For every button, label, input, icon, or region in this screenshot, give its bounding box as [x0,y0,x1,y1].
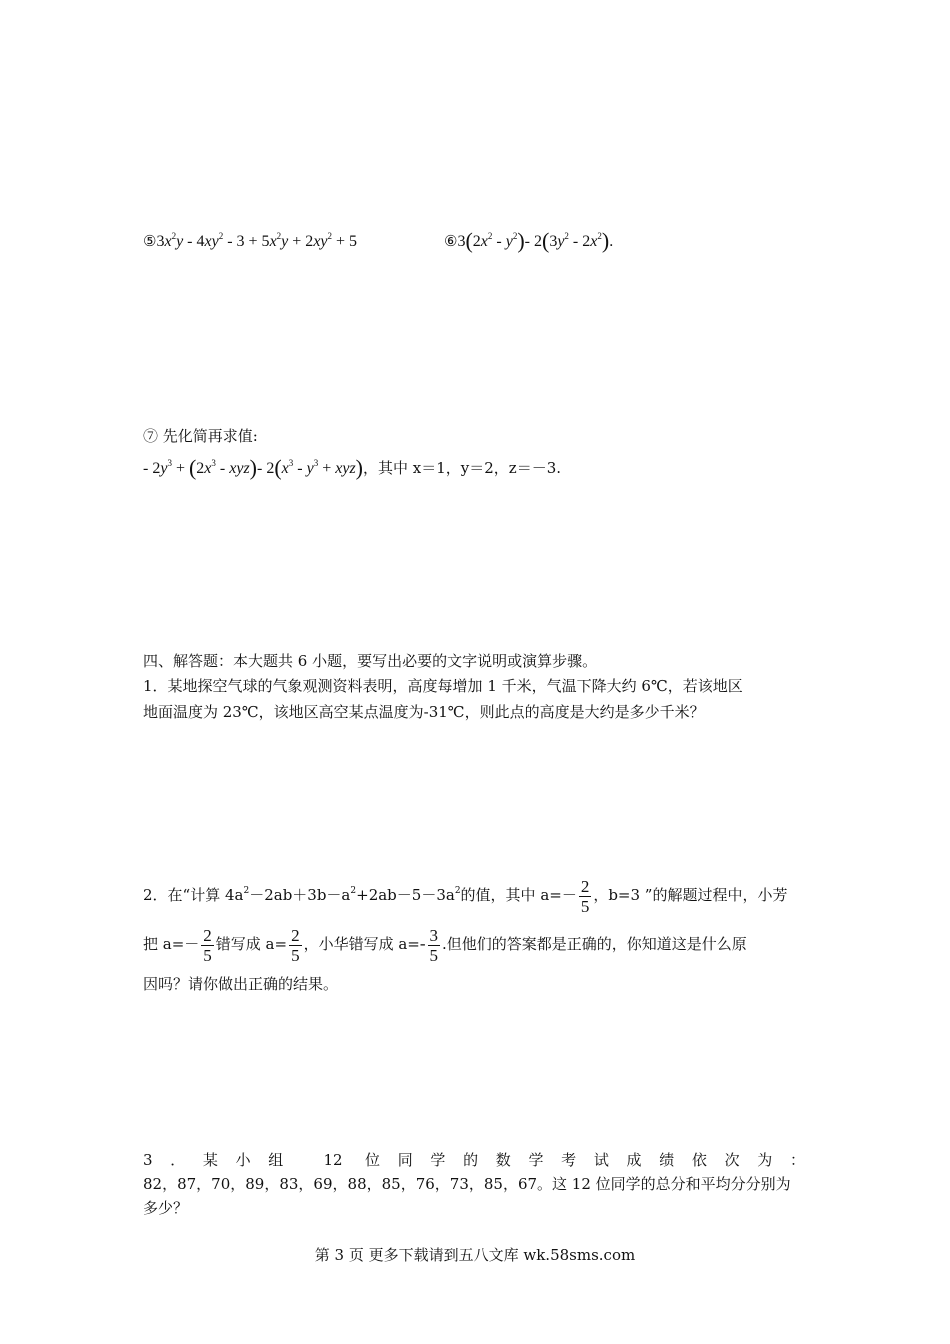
question-2-line-1: 2．在“计算 $4a^2-2ab+3b-a^2+2ab-5-3a^2$的值，其中 a=－ $\frac{2}{5}$ ，b=3 ”的解题过程中，小芳 [143,876,788,916]
problem-6: $⑥3(2x^2 - y^2)-$ $2(3y^2 - 2x^2)$. [444,228,614,253]
question-2-line-2: 把 a=－ $\frac{2}{5}$ 错写成 a= $\frac{2}{5}$ ，小华错写成 a=- $\frac{3}{5}$ .但他们的答案都是正确的，你知道这是什么原 [143,925,747,965]
fraction-three-fifths: $\frac{3}{5}$ [429,925,439,965]
problem-7-expression: - $2y^3 + (2x^3 - xyz)-$ $2(x^3 - y^3 + xyz)$，其中 x＝1，y＝2，z＝－3. [143,455,562,480]
question-3-line-2: 82，87，70，89，83，69，88，85，76，73，85，67。这 12 位同学的总分和平均分分别为 [143,1175,791,1193]
fraction-two-fifths: $\frac{2}{5}$ [291,925,300,965]
fraction-two-fifths: $\frac{2}{5}$ [203,925,212,965]
problem-5-marker: ⑤ [143,234,157,250]
problem-7-condition: ，其中 x＝1，y＝2，z＝－3. [363,459,562,477]
fraction-two-fifths: $\frac{2}{5}$ [580,876,590,916]
question-3-line-3: 多少？ [143,1199,189,1217]
question-3-line-1: 3．某小组 12 位同学的数学考试成绩依次为： [143,1151,805,1169]
question-2-line-3: 因吗？请你做出正确的结果。 [143,975,339,993]
section-4-heading: 四、解答题：本大题共 6 小题，要写出必要的文字说明或演算步骤。 [143,652,598,670]
problem-6-marker: ⑥ [444,234,458,250]
problem-7-heading: ⑦ 先化简再求值: [143,427,258,445]
question-1-line-2: 地面温度为 23℃，该地区高空某点温度为-31℃，则此点的高度是大约是多少千米？ [143,703,705,721]
problem-5: $⑤3x^2y - 4xy^2 - 3 + 5x^2y + 2xy^2 + 5$ [143,231,358,250]
page-footer: 第 3 页 更多下载请到五八文库 wk.58sms.com [314,1246,636,1264]
question-1-line-1: 1．某地探空气球的气象观测资料表明，高度每增加 1 千米，气温下降大约 6℃，若该地区 [143,677,743,695]
